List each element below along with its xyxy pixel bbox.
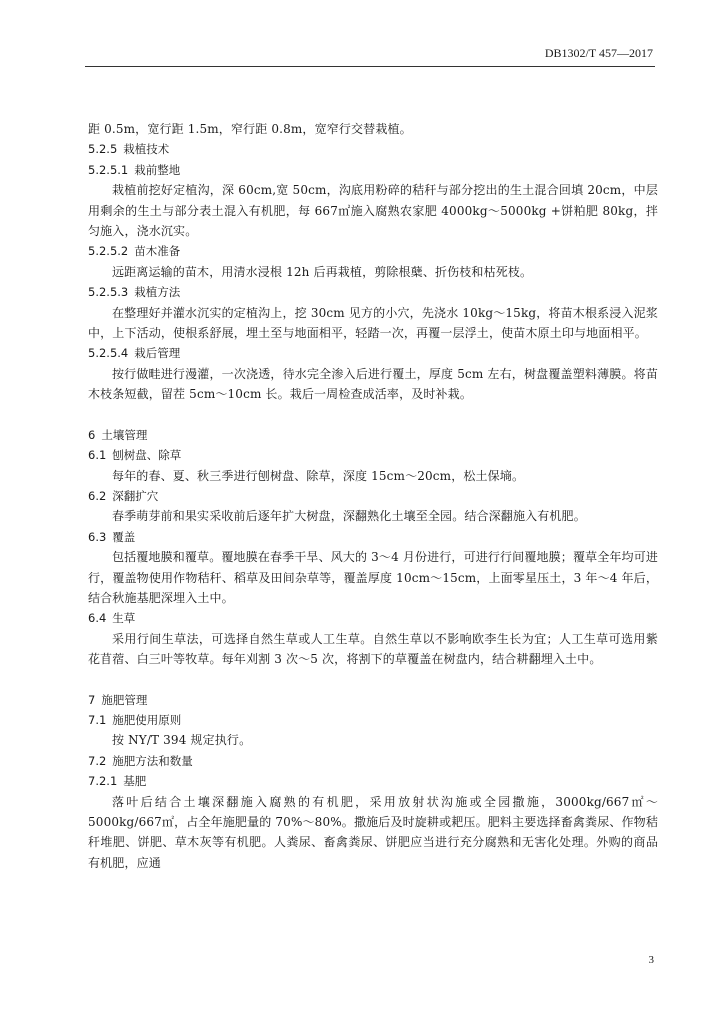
header-rule bbox=[85, 66, 655, 67]
paragraph: 在整理好并灌水沉实的定植沟上，挖 30cm 见方的小穴，先浇水 10kg～15kg，将苗木根系浸入泥浆中，上下活动，使根系舒展，埋土至与地面相平，轻踏一次，再覆一层浮土，使苗木原土印与地面相平。 bbox=[88, 305, 658, 341]
heading-6 bbox=[88, 425, 658, 445]
heading-title: 施肥管理 bbox=[101, 692, 148, 707]
heading-number: 6 bbox=[88, 427, 96, 442]
heading-5-2-5-3 bbox=[88, 282, 658, 302]
heading-number: 7.2 bbox=[88, 753, 107, 768]
paragraph: 春季萌芽前和果实采收前后逐年扩大树盘，深翻熟化土壤至全园。结合深翻施入有机肥。 bbox=[112, 509, 586, 524]
heading-number: 5.2.5 bbox=[88, 142, 118, 157]
heading-7-2-1 bbox=[88, 771, 658, 791]
heading-number: 6.1 bbox=[88, 448, 107, 463]
heading-title: 施肥使用原则 bbox=[112, 712, 182, 727]
paragraph-continuation: 距 0.5m，宽行距 1.5m，窄行距 0.8m，宽窄行交替栽植。 bbox=[88, 122, 412, 136]
paragraph: 远距离运输的苗木，用清水浸根 12h 后再栽植，剪除根蘖、折伤枝和枯死枝。 bbox=[112, 264, 533, 279]
paragraph: 采用行间生草法，可选择自然生草或人工生草。自然生草以不影响欧李生长为宜；人工生草可选用紫花苜蓿、白三叶等牧草。每年刈割 3 次～5 次，将割下的草覆盖在树盘内，结合耕翻埋入土中。 bbox=[88, 631, 658, 667]
paragraph: 栽植前挖好定植沟，深 60cm,宽 50cm，沟底用粉碎的秸秆与部分挖出的生土混合回填 20cm，中层用剩余的生土与部分表土混入有机肥，每 667㎡施入腐熟农家肥 4000kg～5000kg +饼粕肥 80kg，拌匀施入，浇水沉实。 bbox=[88, 183, 658, 239]
heading-title: 苗木准备 bbox=[134, 244, 181, 259]
heading-number: 5.2.5.3 bbox=[88, 285, 129, 300]
heading-number: 6.3 bbox=[88, 529, 107, 544]
heading-number: 6.2 bbox=[88, 488, 107, 503]
heading-7-1 bbox=[88, 710, 658, 730]
heading-5-2-5-4 bbox=[88, 343, 658, 363]
heading-7 bbox=[88, 690, 658, 710]
heading-title: 施肥方法和数量 bbox=[112, 753, 193, 768]
paragraph: 包括覆地膜和覆草。覆地膜在春季干旱、风大的 3～4 月份进行，可进行行间覆地膜；覆草全年均可进行，覆盖物使用作物秸秆、稻草及田间杂草等，覆盖厚度 10cm～15cm，上面零星压土，3 年～4 年后，结合秋施基肥深埋入土中。 bbox=[88, 550, 658, 605]
heading-title: 土壤管理 bbox=[101, 427, 148, 442]
heading-number: 5.2.5.2 bbox=[88, 244, 129, 259]
heading-title: 栽植技术 bbox=[123, 142, 170, 157]
section-gap bbox=[88, 670, 658, 690]
heading-5-2-5-2 bbox=[88, 241, 658, 261]
heading-6-3 bbox=[88, 527, 658, 547]
heading-title: 栽植方法 bbox=[134, 285, 181, 300]
heading-5-2-5 bbox=[88, 139, 658, 159]
paragraph: 按行做畦进行漫灌，一次浇透，待水完全渗入后进行覆土，厚度 5cm 左右，树盘覆盖塑料薄膜。将苗木枝条短截，留茬 5cm～10cm 长。栽后一周检查成活率，及时补栽。 bbox=[88, 366, 658, 402]
heading-number: 5.2.5.4 bbox=[88, 346, 129, 361]
heading-title: 栽前整地 bbox=[134, 162, 181, 177]
heading-number: 6.4 bbox=[88, 611, 107, 626]
heading-title: 深翻扩穴 bbox=[112, 488, 159, 503]
page-number: 3 bbox=[648, 954, 654, 966]
heading-number: 7.1 bbox=[88, 712, 107, 727]
heading-number: 7 bbox=[88, 692, 96, 707]
paragraph: 按 NY/T 394 规定执行。 bbox=[112, 733, 252, 748]
section-gap bbox=[88, 405, 658, 425]
page-header-code: DB1302/T 457—2017 bbox=[544, 46, 653, 60]
document-body bbox=[88, 119, 658, 873]
heading-title: 覆盖 bbox=[112, 529, 136, 544]
heading-title: 刨树盘、除草 bbox=[112, 448, 182, 463]
paragraph: 落叶后结合土壤深翻施入腐熟的有机肥，采用放射状沟施或全园撒施，3000kg/667㎡～5000kg/667㎡，占全年施肥量的 70%～80%。撒施后及时旋耕或耙压。肥料主要选择畜禽粪尿、作物秸秆堆肥、饼肥、草木灰等有机肥。人粪尿、畜禽粪尿、饼肥应当进行充分腐熟和无害化处理。外购的商品有机肥，应通 bbox=[88, 794, 658, 870]
heading-5-2-5-1 bbox=[88, 160, 658, 180]
heading-7-2 bbox=[88, 751, 658, 771]
heading-number: 5.2.5.1 bbox=[88, 162, 129, 177]
heading-title: 基肥 bbox=[123, 774, 147, 789]
heading-6-4 bbox=[88, 608, 658, 628]
heading-6-2 bbox=[88, 486, 658, 506]
heading-6-1 bbox=[88, 445, 658, 465]
heading-number: 7.2.1 bbox=[88, 774, 118, 789]
heading-title: 生草 bbox=[112, 611, 136, 626]
heading-title: 栽后管理 bbox=[134, 346, 181, 361]
paragraph: 每年的春、夏、秋三季进行刨树盘、除草，深度 15cm～20cm，松土保墒。 bbox=[112, 468, 525, 483]
